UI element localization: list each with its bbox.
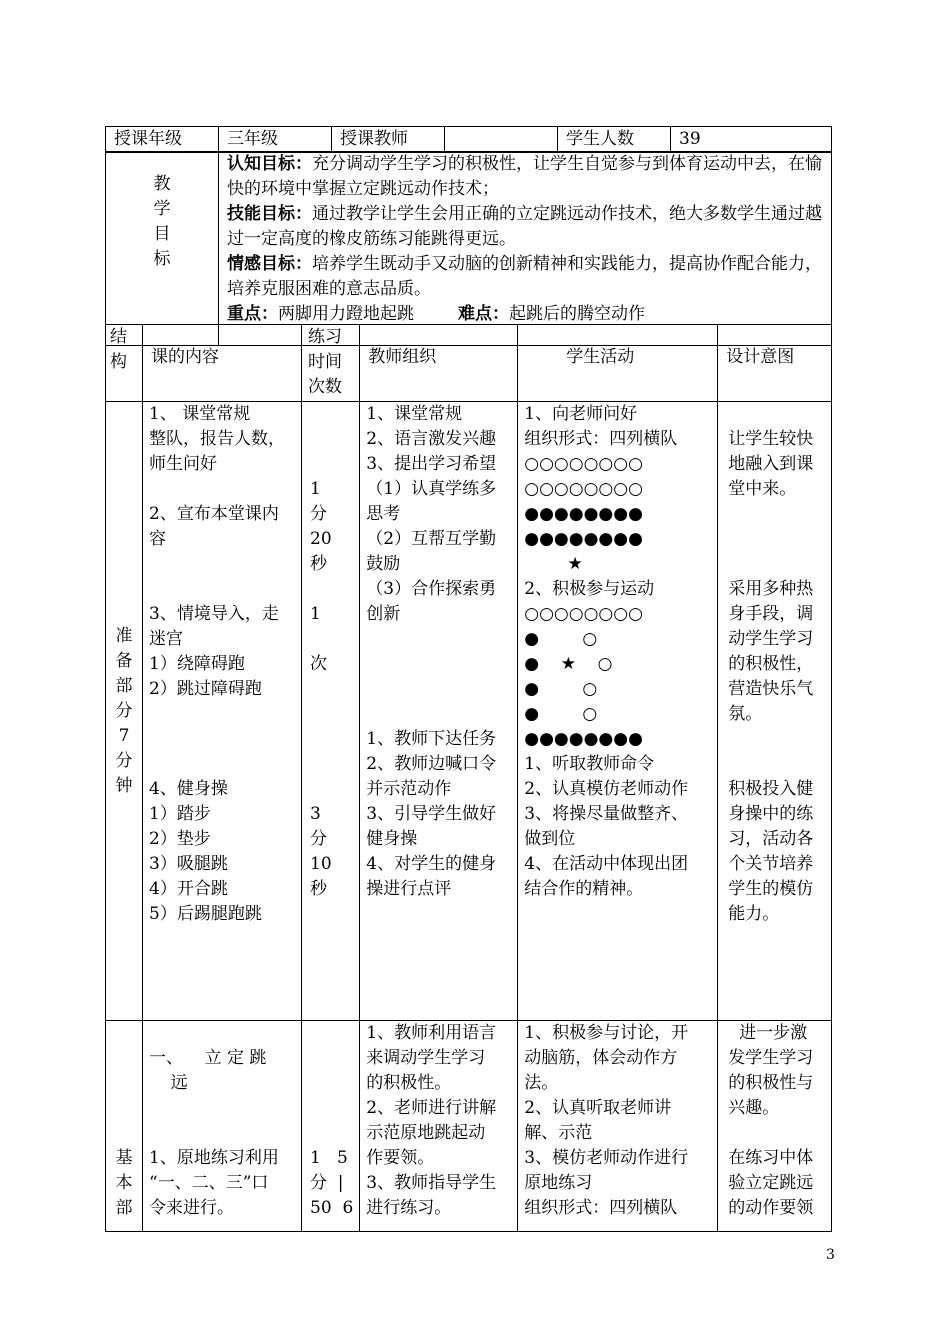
prep-design bbox=[718, 402, 832, 1021]
students-label: 学生人数 bbox=[558, 127, 671, 153]
emotion-label: 情感目标： bbox=[227, 254, 312, 274]
prep-time-line: 10 bbox=[310, 854, 332, 874]
basic-structure bbox=[106, 1021, 143, 1232]
prep-design-line bbox=[728, 502, 825, 527]
prep-time-line bbox=[310, 627, 353, 652]
basic-content-line: 令来进行。 bbox=[149, 1198, 234, 1218]
prep-teacher-line: 思考 bbox=[366, 504, 401, 524]
emotion-text: 培养学生既动手又动脑的创新精神和实践能力，提高协作配合能力，培养克服困难的意志品质。 bbox=[227, 254, 822, 299]
prep-student bbox=[518, 402, 718, 1021]
prep-content-line: 3）吸腿跳 bbox=[149, 854, 228, 874]
prep-time-line: 秒 bbox=[310, 879, 327, 899]
prep-teacher-line: 1、课堂常规 bbox=[366, 404, 463, 424]
basic-row bbox=[106, 1021, 832, 1232]
prep-time-line bbox=[310, 427, 353, 452]
basic-student-line: 2、认真听取老师讲 bbox=[524, 1098, 672, 1118]
prep-teacher-line bbox=[366, 677, 511, 702]
prep-teacher-line: 操进行点评 bbox=[366, 879, 452, 899]
basic-design-line: 在练习中体 bbox=[728, 1148, 814, 1168]
prep-time-line bbox=[310, 752, 353, 777]
basic-student-line: 1、积极参与讨论，开 bbox=[524, 1023, 689, 1043]
skill-label: 技能目标： bbox=[227, 204, 312, 224]
prep-content-line bbox=[149, 552, 295, 577]
difficulty-label: 难点： bbox=[458, 304, 509, 324]
prep-time-line: 20 bbox=[310, 529, 332, 549]
prep-content-line: 容 bbox=[149, 529, 166, 549]
prep-student-line: ○○○○○○○○ bbox=[524, 454, 643, 474]
prep-time-line bbox=[310, 677, 353, 702]
prep-time-line: 秒 bbox=[310, 554, 327, 574]
basic-student-line: 解、示范 bbox=[524, 1123, 593, 1143]
prep-content-line: 1、 课堂常规 bbox=[149, 404, 251, 424]
prep-design-line: 营造快乐气 bbox=[728, 679, 814, 699]
prep-time bbox=[302, 402, 360, 1021]
prep-design-line: 的积极性， bbox=[728, 654, 814, 674]
prep-content-line: 5）后踢腿跑跳 bbox=[149, 904, 262, 924]
column-header-row bbox=[106, 325, 832, 402]
prep-teacher-line: 并示范动作 bbox=[366, 779, 452, 799]
prep-student-line: ○○○○○○○○ bbox=[524, 479, 643, 499]
basic-student-line: 法。 bbox=[524, 1073, 559, 1093]
basic-student bbox=[518, 1021, 718, 1232]
prep-design-line: 氛。 bbox=[728, 704, 763, 724]
prep-content-line bbox=[149, 727, 295, 752]
prep-student-line: 3、将操尽量做整齐、 bbox=[524, 804, 689, 824]
prep-design-line bbox=[728, 752, 825, 777]
skill-text: 通过教学让学生会用正确的立定跳远动作技术，绝大多数学生通过越过一定高度的橡皮筋练习能跳得更远。 bbox=[227, 204, 822, 249]
basic-design-line: 的动作要领 bbox=[728, 1198, 814, 1218]
prep-teacher-line: 3、提出学习希望 bbox=[366, 454, 497, 474]
teacher-value bbox=[445, 127, 558, 153]
prep-content-line: 迷宫 bbox=[149, 629, 183, 649]
basic-design-line: 验立定跳远 bbox=[728, 1173, 814, 1193]
objectives-side-label: 教 学 目 标 bbox=[106, 152, 219, 346]
prep-design-line bbox=[728, 727, 825, 752]
basic-time-line bbox=[310, 1021, 353, 1046]
prep-time-line bbox=[310, 577, 353, 602]
basic-time-line bbox=[310, 1096, 353, 1121]
prep-teacher-line bbox=[366, 627, 511, 652]
basic-content-line: 1、原地练习利用 bbox=[149, 1148, 279, 1168]
basic-teacher-line: 进行练习。 bbox=[366, 1198, 452, 1218]
basic-time-line bbox=[310, 1121, 353, 1146]
basic-content-line: 一、 立 定 跳 bbox=[149, 1048, 267, 1068]
teacher-label: 授课教师 bbox=[332, 127, 445, 153]
grade-label: 授课年级 bbox=[106, 127, 219, 153]
basic-time-line: 50 6 bbox=[310, 1198, 354, 1218]
prep-student-line: ● ○ bbox=[524, 704, 598, 724]
prep-student-line: 组织形式：四列横队 bbox=[524, 429, 678, 449]
basic-teacher-line: 示范原地跳起动 bbox=[366, 1123, 486, 1143]
prep-student-line: 4、在活动中体现出团 bbox=[524, 854, 689, 874]
prep-content-line bbox=[149, 752, 295, 777]
prep-content-line bbox=[149, 477, 295, 502]
prep-content-line: 2）跳过障碍跑 bbox=[149, 679, 262, 699]
prep-student-line: ● ★ ○ bbox=[524, 654, 613, 674]
prep-design-line: 让学生较快 bbox=[728, 429, 814, 449]
basic-structure-line: 部 bbox=[115, 1198, 133, 1218]
prep-time-line bbox=[310, 452, 353, 477]
col-time: 练习 时间 次数 bbox=[302, 325, 360, 402]
prep-design-line: 堂中来。 bbox=[728, 479, 797, 499]
grade-value: 三年级 bbox=[219, 127, 332, 153]
prep-teacher-line: （1）认真学练多 bbox=[366, 479, 497, 499]
prep-structure-line: 分 bbox=[115, 750, 133, 771]
page-number: 3 bbox=[826, 1247, 835, 1263]
prep-content-line: 整队，报告人数， bbox=[149, 429, 285, 449]
col-content: 课的内容 bbox=[143, 325, 302, 402]
prep-content-line: 2）垫步 bbox=[149, 829, 211, 849]
prep-design-line: 积极投入健 bbox=[728, 779, 814, 799]
prep-teacher bbox=[360, 402, 518, 1021]
prep-design-line bbox=[728, 552, 825, 577]
difficulty-text: 起跳后的腾空动作 bbox=[509, 304, 645, 324]
objectives-content bbox=[219, 152, 832, 346]
key-label: 重点： bbox=[227, 304, 278, 324]
key-text: 两脚用力蹬地起跳 bbox=[278, 304, 414, 324]
prep-content-line: 1）踏步 bbox=[149, 804, 211, 824]
prep-teacher-line: （2）互帮互学勤 bbox=[366, 529, 497, 549]
basic-content-line: “一、二、三”口 bbox=[149, 1173, 269, 1193]
prep-structure bbox=[106, 402, 143, 1021]
prep-teacher-line: 创新 bbox=[366, 604, 401, 624]
header-table bbox=[105, 126, 832, 153]
basic-design-line bbox=[728, 1121, 825, 1146]
prep-time-line bbox=[310, 727, 353, 752]
objectives-table bbox=[105, 151, 832, 346]
prep-content bbox=[143, 402, 302, 1021]
prep-content-line: 4）开合跳 bbox=[149, 879, 228, 899]
prep-student-line: 做到位 bbox=[524, 829, 576, 849]
basic-structure-line: 基 bbox=[115, 1148, 133, 1168]
prep-student-line: ●●●●●●●● bbox=[524, 529, 643, 549]
col-student: 学生活动 bbox=[518, 325, 718, 402]
basic-student-line: 原地练习 bbox=[524, 1173, 593, 1193]
basic-teacher-line: 来调动学生学习 bbox=[366, 1048, 486, 1068]
col-structure: 结 构 bbox=[106, 325, 143, 402]
prep-time-line: 1 bbox=[310, 604, 321, 624]
prep-content-line: 2、宣布本堂课内 bbox=[149, 504, 279, 524]
lesson-table bbox=[105, 324, 832, 1232]
prep-time-line: 次 bbox=[310, 654, 327, 674]
prep-structure-line: 备 bbox=[115, 650, 133, 671]
prep-teacher-line bbox=[366, 702, 511, 727]
basic-student-line: 3、模仿老师动作进行 bbox=[524, 1148, 689, 1168]
prep-time-line: 3 bbox=[310, 804, 321, 824]
prep-teacher-line: 2、语言激发兴趣 bbox=[366, 429, 497, 449]
prep-design-line: 能力。 bbox=[728, 904, 780, 924]
prep-student-line: ●●●●●●●● bbox=[524, 729, 643, 749]
prep-structure-line: 7 bbox=[118, 725, 130, 746]
basic-design-line: 发学生学习 bbox=[728, 1048, 814, 1068]
basic-student-line: 组织形式：四列横队 bbox=[524, 1198, 678, 1218]
basic-content-line bbox=[149, 1021, 295, 1046]
basic-content-line: 远 bbox=[149, 1073, 188, 1093]
prep-design-line bbox=[728, 527, 825, 552]
col-teacher: 教师组织 bbox=[360, 325, 518, 402]
basic-teacher-line: 2、老师进行讲解 bbox=[366, 1098, 497, 1118]
prep-student-line: 2、积极参与运动 bbox=[524, 579, 655, 599]
prep-teacher-line: 4、对学生的健身 bbox=[366, 854, 497, 874]
prep-structure-line: 分 bbox=[115, 700, 133, 721]
basic-content-line bbox=[149, 1096, 295, 1121]
basic-teacher-line: 的积极性。 bbox=[366, 1073, 452, 1093]
prep-student-line: 结合作的精神。 bbox=[524, 879, 644, 899]
prep-teacher-line: 2、教师边喊口令 bbox=[366, 754, 497, 774]
students-value: 39 bbox=[671, 127, 832, 153]
prep-student-line: ● ○ bbox=[524, 679, 598, 699]
basic-student-line: 动脑筋，体会动作方 bbox=[524, 1048, 678, 1068]
prep-design-line: 采用多种热 bbox=[728, 579, 814, 599]
prep-student-line: 1、向老师问好 bbox=[524, 404, 638, 424]
basic-time-line bbox=[310, 1071, 353, 1096]
prep-content-line: 师生问好 bbox=[149, 454, 217, 474]
prep-design-line: 身操中的练 bbox=[728, 804, 814, 824]
prep-content-line bbox=[149, 702, 295, 727]
prep-student-line: 2、认真模仿老师动作 bbox=[524, 779, 689, 799]
prep-time-line: 分 bbox=[310, 829, 327, 849]
prep-time-line: 分 bbox=[310, 504, 327, 524]
cognitive-text: 充分调动学生学习的积极性，让学生自觉参与到体育运动中去，在愉快的环境中掌握立定跳远动作技术； bbox=[227, 154, 822, 199]
prep-design-line: 学生的模仿 bbox=[728, 879, 814, 899]
prep-student-line: 1、听取教师命令 bbox=[524, 754, 655, 774]
prep-content-line bbox=[149, 577, 295, 602]
prep-design-line: 动学生学习 bbox=[728, 629, 814, 649]
prep-time-line bbox=[310, 702, 353, 727]
basic-teacher-line: 1、教师利用语言 bbox=[366, 1023, 497, 1043]
prep-time-line bbox=[310, 402, 353, 427]
prep-design-line: 习，活动各 bbox=[728, 829, 814, 849]
prep-student-line: ●●●●●●●● bbox=[524, 504, 643, 524]
prep-teacher-line: 鼓励 bbox=[366, 554, 401, 574]
prep-row bbox=[106, 402, 832, 1021]
prep-time-line: 1 bbox=[310, 479, 321, 499]
prep-design-line: 地融入到课 bbox=[728, 454, 814, 474]
basic-time bbox=[302, 1021, 360, 1232]
basic-time-line: 分 | bbox=[310, 1173, 344, 1193]
basic-teacher bbox=[360, 1021, 518, 1232]
prep-structure-line: 部 bbox=[115, 675, 133, 696]
prep-design-line: 个关节培养 bbox=[728, 854, 814, 874]
basic-design-line: 的积极性与 bbox=[728, 1073, 814, 1093]
prep-content-line: 3、情境导入，走 bbox=[149, 604, 279, 624]
cognitive-label: 认知目标： bbox=[227, 154, 312, 174]
col-design: 设计意图 bbox=[718, 325, 832, 402]
prep-teacher-line: 1、教师下达任务 bbox=[366, 729, 497, 749]
basic-design-line: 进一步激 bbox=[728, 1023, 808, 1043]
prep-teacher-line bbox=[366, 652, 511, 677]
prep-teacher-line: 3、引导学生做好 bbox=[366, 804, 497, 824]
prep-content-line: 1）绕障碍跑 bbox=[149, 654, 245, 674]
basic-teacher-line: 3、教师指导学生 bbox=[366, 1173, 497, 1193]
prep-student-line: ○○○○○○○○ bbox=[524, 604, 643, 624]
prep-student-line: ★ bbox=[524, 554, 583, 574]
prep-structure-line: 钟 bbox=[115, 775, 133, 796]
prep-student-line: ● ○ bbox=[524, 629, 598, 649]
prep-design-line bbox=[728, 402, 825, 427]
basic-content-line bbox=[149, 1121, 295, 1146]
basic-content bbox=[143, 1021, 302, 1232]
basic-time-line bbox=[310, 1046, 353, 1071]
basic-design-line: 兴趣。 bbox=[728, 1098, 780, 1118]
prep-teacher-line: （3）合作探索勇 bbox=[366, 579, 497, 599]
prep-time-line bbox=[310, 777, 353, 802]
basic-design bbox=[718, 1021, 832, 1232]
prep-design-line: 身手段，调 bbox=[728, 604, 814, 624]
basic-time-line: 1 5 bbox=[310, 1148, 348, 1168]
prep-teacher-line: 健身操 bbox=[366, 829, 418, 849]
basic-structure-line: 本 bbox=[115, 1173, 133, 1193]
basic-teacher-line: 作要领。 bbox=[366, 1148, 435, 1168]
prep-content-line: 4、健身操 bbox=[149, 779, 228, 799]
prep-structure-line: 准 bbox=[115, 625, 133, 646]
